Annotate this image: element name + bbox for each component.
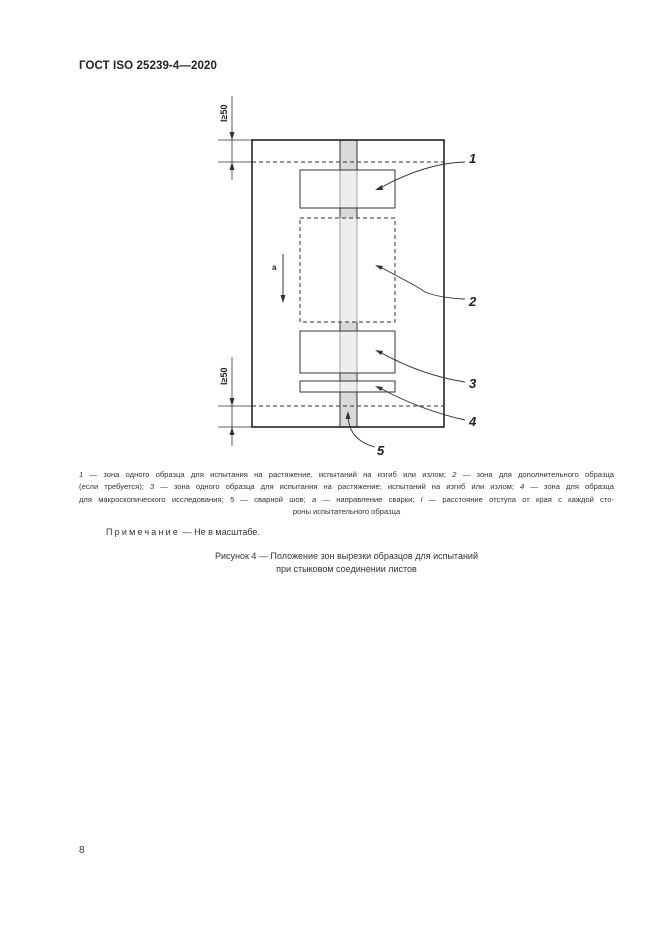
legend-line-2 <box>79 481 614 493</box>
callout-3: 3 <box>469 376 477 391</box>
legend-text: для макроскопического исследования; <box>79 494 230 504</box>
callout-5: 5 <box>377 443 385 458</box>
dim-label-top: l≥50 <box>219 104 229 122</box>
legend-num-2: 2 <box>452 470 457 479</box>
caption-line-2: при стыковом соединении листов <box>276 564 417 574</box>
legend-text: — расстояние отступа от края с каждой сто- <box>422 494 614 504</box>
callout-4: 4 <box>469 414 477 429</box>
dim-arrow-top-2 <box>230 162 235 170</box>
figure-caption <box>130 550 563 576</box>
legend-text: — направление сварки; <box>316 494 421 504</box>
figure-legend <box>79 469 614 518</box>
legend-line-1 <box>79 469 614 481</box>
legend-num-3: 3 <box>149 482 155 492</box>
dim-arrow-bottom-2 <box>230 427 235 435</box>
document-header: ГОСТ ISO 25239-4—2020 <box>79 60 217 72</box>
legend-text: — зона одного образца для испытания на растяжение; испытаний на изгиб или излом; <box>154 482 521 492</box>
page-number: 8 <box>79 845 85 856</box>
callout-2: 2 <box>469 294 477 309</box>
legend-text: (если требуется); <box>79 482 150 492</box>
legend-num-5: 5 <box>229 494 235 504</box>
caption-line-1: Рисунок 4 — Положение зон вырезки образцов для испытаний <box>214 551 478 561</box>
legend-symbol-a: а <box>311 494 317 504</box>
legend-text: — зона одного образца для испытания на растяжение, испытаний на изгиб или излом; <box>83 470 453 479</box>
direction-label: a <box>272 263 277 272</box>
zone-2-rect <box>300 218 395 322</box>
legend-num-4: 4 <box>520 482 525 492</box>
legend-num-1: 1 <box>79 470 84 479</box>
legend-text: — зона для образца <box>524 482 614 492</box>
note-label: Примечание <box>106 527 181 537</box>
dim-label-bottom: l≥50 <box>219 367 229 385</box>
dim-arrow-bottom-1 <box>230 398 235 406</box>
callout-1: 1 <box>469 151 477 166</box>
legend-line-3 <box>79 494 614 506</box>
legend-text: — сварной шов; <box>234 494 312 504</box>
legend-text: — зона для дополнительного образца <box>456 470 614 479</box>
direction-arrow-head <box>281 295 286 303</box>
dim-arrow-top-1 <box>230 132 235 140</box>
figure-note <box>106 527 260 537</box>
legend-line-4: роны испытательного образца <box>292 506 401 516</box>
note-text: — Не в масштабе. <box>180 527 260 537</box>
legend-symbol-l: l <box>420 494 423 504</box>
